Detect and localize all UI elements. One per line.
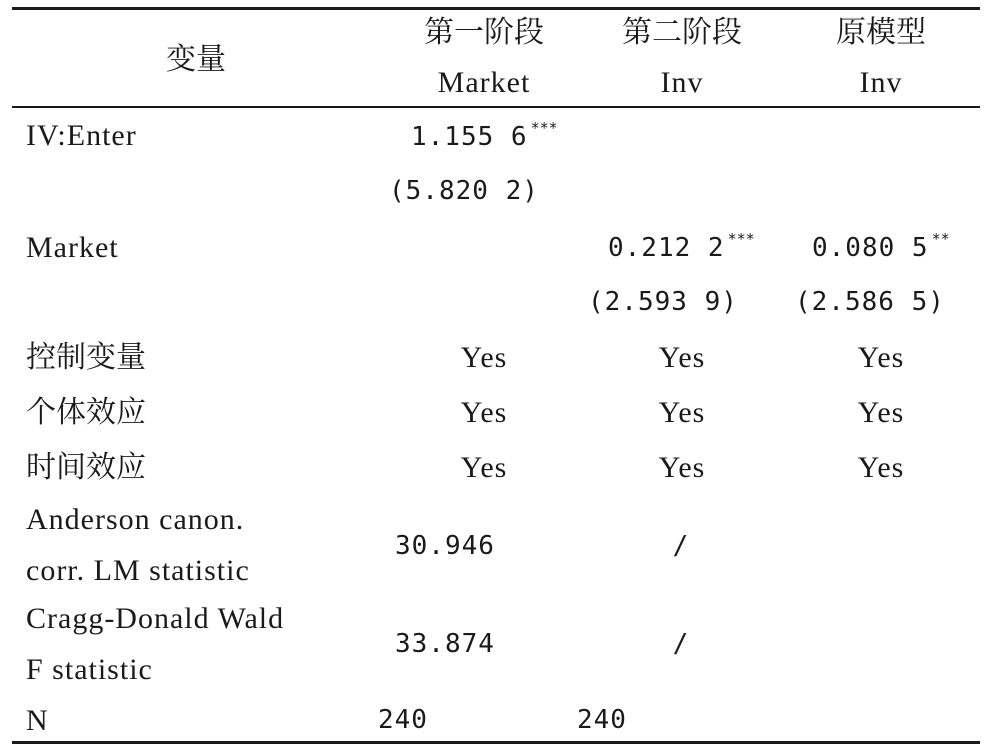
row-label-anderson-line1: Anderson canon. [26, 503, 245, 536]
individual-col1: Yes [460, 396, 508, 429]
bottom-rule [12, 741, 980, 744]
anderson-col1: 30.946 [395, 531, 495, 561]
col3-dep-header: Inv [859, 66, 903, 99]
row-label-cragg-line2: F statistic [26, 653, 153, 686]
market-tstat-stage2: (2.593 9) [588, 287, 738, 317]
col3-stage-header: 原模型 [836, 15, 926, 50]
iv-coef [411, 119, 558, 152]
col1-stage-header: 第一阶段 [424, 15, 544, 50]
variable-header: 变量 [166, 42, 226, 77]
time-col2: Yes [658, 451, 706, 484]
row-label-market: Market [26, 231, 119, 264]
cragg-col2: / [672, 629, 690, 659]
controls-col3: Yes [857, 341, 905, 374]
col1-dep-header: Market [437, 66, 531, 99]
market-tstat-original: (2.586 5) [795, 287, 945, 317]
controls-col2: Yes [658, 341, 706, 374]
row-label-iv: IV:Enter [26, 119, 137, 152]
market-coef-original-value: 0.080 5 [812, 233, 929, 263]
market-coef-original-stars: ** [931, 230, 950, 248]
cragg-col1: 33.874 [395, 629, 495, 659]
time-col1: Yes [460, 451, 508, 484]
header-rule [12, 106, 980, 108]
market-coef-original [812, 230, 950, 263]
anderson-col2: / [672, 531, 690, 561]
market-coef-stage2 [608, 230, 755, 263]
row-label-n: N [26, 704, 49, 737]
time-col3: Yes [857, 451, 905, 484]
n-col2: 240 [577, 705, 627, 735]
row-label-controls: 控制变量 [26, 340, 146, 375]
col2-dep-header: Inv [660, 66, 704, 99]
col2-stage-header: 第二阶段 [622, 15, 742, 50]
individual-col2: Yes [658, 396, 706, 429]
row-label-anderson-line2: corr. LM statistic [26, 554, 250, 587]
market-coef-stage2-stars: *** [727, 230, 755, 248]
market-coef-stage2-value: 0.212 2 [608, 233, 725, 263]
iv-tstat: (5.820 2) [389, 176, 539, 206]
top-rule [12, 7, 980, 10]
row-label-cragg-line1: Cragg-Donald Wald [26, 602, 285, 635]
iv-coef-stars: *** [530, 119, 558, 137]
controls-col1: Yes [460, 341, 508, 374]
n-col1: 240 [378, 705, 428, 735]
row-label-individual: 个体效应 [26, 395, 146, 430]
row-label-time: 时间效应 [26, 450, 146, 485]
individual-col3: Yes [857, 396, 905, 429]
iv-coef-value: 1.155 6 [411, 122, 528, 152]
